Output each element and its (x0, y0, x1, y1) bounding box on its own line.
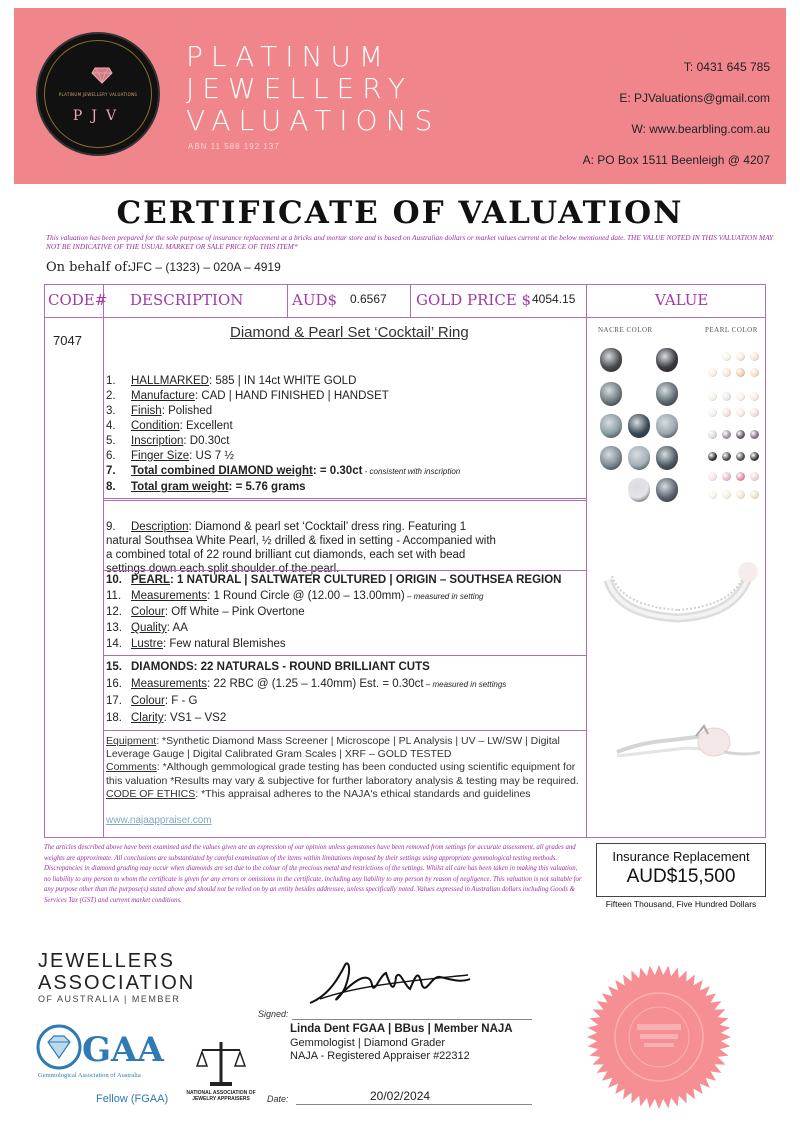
pearl-color-swatch (736, 368, 745, 377)
brand-line-2: JEWELLERY (186, 72, 413, 105)
item-code: 7047 (53, 333, 82, 348)
pearl-color-swatch (736, 490, 745, 499)
nacre-shell-swatch (600, 446, 622, 470)
pearl-color-swatch (750, 352, 759, 361)
valuation-disclaimer: This valuation has been prepared for the sole purpose of insurance replacement at a bricks and mortar store and is based on Australian dollars or market values current at the below mentioned date. THE VALUE NOTED IN THIS VALUATION MAY NOT BE INDICATIVE OF THE USUAL MARKET OR SALE PRICE OF THIS ITEM* (46, 233, 774, 251)
fine-print-terms: The articles described above have been examined and the values given are an expression of our opinion unless gemstones have been removed from settings for accurate assessment, all grades and weights are approximate. All conclusions are substantiated by careful examination of the items within limitations imposed by their settings using appropriate gemmological testing methods. Discrepancies in diamond grading may occur when diamonds are set due to the colour of the precious metal and restrictions of the settings. Whilst all care has been taken in making this valuation, no liability to any person to whom the certificate is given for any errors or omissions in the certificate, including any liability to any person by reason of negligence. This valuation is not suitable for any purpose other than the purpose(s) stated above and should not be relied on by an entity besides addressee, unless specifically noted. Values expressed in Australian dollars including Goods & Services Tax (GST) and current market conditions. (44, 844, 582, 904)
contact-address: A: PO Box 1511 Beenleigh @ 4207 (582, 153, 770, 167)
nacre-shell-swatch (656, 348, 678, 372)
pearl-row: 14. Lustre: Few natural Blemishes (106, 638, 286, 650)
header-aud: AUD$ (292, 291, 338, 309)
pearl-color-swatch (708, 392, 717, 401)
gaa-subtitle: Gemmological Association of Australia (38, 1072, 141, 1079)
gaa-diamond-icon (36, 1024, 82, 1070)
nacre-shell-swatch (628, 446, 650, 470)
logo-ring-text: PLATINUM JEWELLERY VALUATIONS (58, 92, 138, 97)
pearl-color-swatch (722, 408, 731, 417)
pearl-color-swatch (736, 392, 745, 401)
scales-icon (196, 1038, 246, 1088)
detail-row: 8. Total gram weight: = 5.76 grams (106, 481, 306, 493)
pearl-color-swatch (736, 352, 745, 361)
pearl-row: 13. Quality: AA (106, 622, 188, 634)
pearl-color-swatch (750, 472, 759, 481)
pearl-color-swatch (750, 392, 759, 401)
jaa-line-3: OF AUSTRALIA | MEMBER (38, 994, 181, 1004)
signed-label: Signed: (258, 1009, 289, 1019)
contact-phone: T: 0431 645 785 (683, 60, 770, 74)
gaa-logo-text: GAA (82, 1030, 164, 1070)
pearl-row: 12. Colour: Off White – Pink Overtone (106, 606, 305, 618)
pearl-row: 11. Measurements: 1 Round Circle @ (12.00 – 13.00mm) – measured in setting (106, 590, 484, 602)
pearl-color-swatch (708, 490, 717, 499)
nacre-shell-swatch (600, 382, 622, 406)
valuation-date: 20/02/2024 (370, 1089, 431, 1103)
nacre-color-label: NACRE COLOR (598, 326, 653, 334)
nacre-shell-swatch (628, 414, 650, 438)
column-divider-aud (287, 284, 288, 318)
jaa-line-2: ASSOCIATION (38, 972, 196, 994)
pearl-color-swatch (750, 408, 759, 417)
pearl-color-swatch (722, 452, 731, 461)
abn-number: ABN 11 588 192 137 (188, 142, 280, 151)
contact-web: W: www.bearbling.com.au (631, 122, 770, 136)
insurance-amount: AUD$15,500 (626, 866, 736, 887)
header-gold-price: GOLD PRICE $ (416, 291, 532, 309)
pearl-color-swatch (750, 430, 759, 439)
ring-side-image (612, 712, 762, 768)
pearl-color-swatch (722, 490, 731, 499)
signatory-name: Linda Dent FGAA | BBus | Member NAJA (290, 1023, 513, 1035)
header-description: DESCRIPTION (130, 291, 244, 309)
ring-front-image (598, 540, 763, 640)
nacre-shell-swatch (656, 382, 678, 406)
detail-row: 3. Finish: Polished (106, 405, 213, 417)
jaa-line-1: JEWELLERS (38, 950, 175, 972)
section-divider (103, 500, 586, 501)
pearl-color-swatch (750, 368, 759, 377)
pearl-color-swatch (708, 368, 717, 377)
header-code: CODE# (48, 291, 108, 309)
pearl-color-swatch (708, 408, 717, 417)
pearl-color-swatch (750, 490, 759, 499)
detail-row: 2. Manufacture: CAD | HAND FINISHED | HANDSET (106, 390, 389, 402)
pearl-color-swatch (722, 392, 731, 401)
signatory-registration: NAJA - Registered Appraiser #22312 (290, 1050, 470, 1062)
aud-rate-value: 0.6567 (350, 292, 387, 306)
pearl-color-swatch (736, 452, 745, 461)
column-divider-gold (410, 284, 411, 318)
pearl-color-swatch (750, 452, 759, 461)
detail-row: 6. Finger Size: US 7 ½ (106, 450, 234, 462)
pearl-color-swatch (708, 430, 717, 439)
section-divider (103, 498, 586, 499)
gold-price-value: 4054.15 (532, 292, 576, 306)
header-value: VALUE (655, 291, 709, 309)
certificate-title: CERTIFICATE OF VALUATION (116, 195, 684, 231)
pearl-color-label: PEARL COLOR (705, 326, 758, 334)
pearl-color-swatch (722, 352, 731, 361)
nacre-shell-swatch (600, 414, 622, 438)
pearl-color-swatch (722, 368, 731, 377)
pearl-color-swatch (736, 430, 745, 439)
signature-line (292, 1019, 532, 1020)
insurance-label: Insurance Replacement (612, 849, 750, 864)
nacre-shell-swatch (656, 478, 678, 502)
pearl-color-swatch (722, 430, 731, 439)
nacre-shell-swatch (600, 348, 622, 372)
pearl-color-swatch (708, 472, 717, 481)
diamond-row: 16. Measurements: 22 RBC @ (1.25 – 1.40mm) Est. = 0.30ct – measured in settings (106, 678, 507, 690)
nacre-shell-swatch (628, 478, 650, 502)
date-label: Date: (267, 1094, 289, 1104)
section-divider (103, 655, 586, 656)
logo-monogram: PJV (72, 108, 126, 124)
contact-email: E: PJValuations@gmail.com (619, 91, 770, 105)
nacre-shell-swatch (656, 446, 678, 470)
column-divider-value (586, 284, 587, 838)
diamond-row: 17. Colour: F - G (106, 695, 198, 707)
date-line (296, 1104, 532, 1105)
section-divider (103, 570, 586, 571)
signatory-role: Gemmologist | Diamond Grader (290, 1037, 446, 1049)
pearl-color-swatch (722, 472, 731, 481)
on-behalf-value: JFC – (1323) – 020A – 4919 (130, 260, 281, 274)
section-divider (103, 730, 586, 731)
detail-row: 4. Condition: Excellent (106, 420, 233, 432)
pearl-row: 10. PEARL: 1 NATURAL | SALTWATER CULTURED | ORIGIN – SOUTHSEA REGION (106, 574, 562, 586)
embossed-seal (552, 962, 767, 1112)
detail-row: 7. Total combined DIAMOND weight: = 0.30ct - consistent with inscription (106, 465, 461, 477)
diamond-row: 15. DIAMONDS: 22 NATURALS - ROUND BRILLIANT CUTS (106, 661, 430, 673)
detail-row: 1. HALLMARKED: 585 | IN 14ct WHITE GOLD (106, 375, 357, 387)
naja-website-link[interactable]: www.najaappraiser.com (106, 815, 212, 826)
brand-line-3: VALUATIONS (186, 104, 441, 137)
item-title: Diamond & Pearl Set ‘Cocktail’ Ring (230, 324, 469, 341)
gaa-fellow: Fellow (FGAA) (96, 1093, 169, 1105)
brand-line-1: PLATINUM (186, 40, 392, 73)
description-block: 9. Description: Diamond & pearl set ‘Cocktail’ dress ring. Featuring 1 natural Southsea White Pearl, ½ drilled & fixed in setting - Accompanied with a combined total of 22 round brilliant cut diamonds, each set with bead settings down each split shoulder of the pearl. (106, 521, 496, 575)
pearl-color-swatch (708, 452, 717, 461)
insurance-amount-words: Fifteen Thousand, Five Hundred Dollars (605, 899, 757, 909)
pearl-color-swatch (736, 472, 745, 481)
column-divider-code (103, 284, 104, 838)
pearl-color-swatch (736, 408, 745, 417)
on-behalf-label: On behalf of: (46, 260, 132, 275)
nacre-shell-swatch (656, 414, 678, 438)
diamond-row: 18. Clarity: VS1 – VS2 (106, 712, 227, 724)
detail-row: 5. Inscription: D0.30ct (106, 435, 230, 447)
naja-logo-text: NATIONAL ASSOCIATION OF JEWELRY APPRAISERS (186, 1090, 256, 1102)
equipment-block: Equipment: *Synthetic Diamond Mass Screener | Microscope | PL Analysis | UV – LW/SW | Digital Leverage Gauge | Digital Calibrated Gram Scales | XRF – GOLD TESTED Comments: *Although gemmological grade testing has been conducted using scientific equipment for this valuation *Results may vary & subjective for further laboratory analysis & testing may be required. CODE OF ETHICS: *This appraisal adheres to the NAJA's ethical standards and guidelines (106, 735, 579, 800)
diamond-icon (91, 66, 113, 84)
signature-image (300, 955, 480, 1013)
